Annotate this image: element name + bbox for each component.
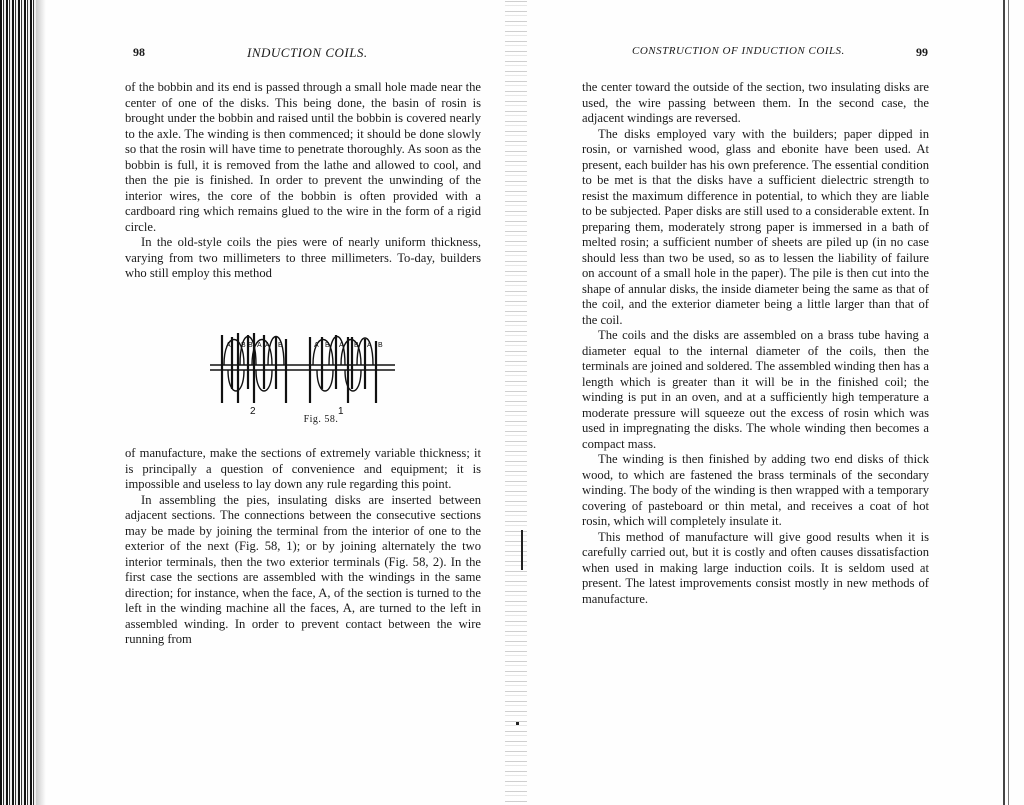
scan-edge-left bbox=[0, 0, 36, 805]
scan-speck bbox=[521, 530, 523, 570]
figure-label: B bbox=[248, 342, 253, 349]
scan-speck bbox=[516, 722, 519, 725]
figure-caption bbox=[125, 414, 481, 425]
figure-label: B bbox=[241, 342, 246, 349]
running-title: INDUCTION COILS. bbox=[247, 45, 368, 60]
paragraph: of the bobbin and its end is passed through a small hole made near the center of one of the disks. This being done, the basin of rosin is brought under the bobbin and raised until the bobbin is covered nearly to the axle. The winding is then commenced; it should be done slowly so that the rosin will have time to penetrate thoroughly. As soon as the bobbin is full, it is removed from the lathe and allowed to cool, and then the pie is finished. In order to prevent the unwinding of the interior wires, the core of the bobbin is often provided with a cardboard ring which remains glued to the wire in the form of a rigid circle. bbox=[125, 80, 481, 234]
figure-label: B bbox=[354, 342, 359, 349]
figure-label: A bbox=[226, 342, 231, 349]
figure-label: A bbox=[339, 342, 344, 349]
figure-label: B bbox=[325, 342, 330, 349]
scan-edge-right-line bbox=[1008, 0, 1009, 805]
paragraph: In the old-style coils the pies were of nearly uniform thickness, varying from two millimeters to three millimeters. To-day, builders who still employ this method bbox=[125, 235, 481, 280]
figure-label: B bbox=[278, 342, 283, 349]
paragraph: The coils and the disks are assembled on a brass tube having a diameter equal to the internal diameter of the coils, then the terminals are joined and soldered. The assembled winding then has a length which is greater than it will be in the finished coil; the winding is put in an oven, and at a sufficiently high temperature a moderate pressure will squeeze out the excess of rosin which was used in impregnating the disks. The whole winding then becomes a compact mass. bbox=[582, 328, 929, 451]
left-text-bottom bbox=[125, 446, 481, 648]
paragraph: This method of manufacture will give good results when it is carefully carried out, but it is costly and often causes dissatisfaction when used in making large induction coils. It is seldom used at present. The latest improvements consist mostly in new methods of manufacture. bbox=[582, 529, 929, 606]
paragraph: the center toward the outside of the section, two insulating disks are used, the wire passing between them. In the second case, the adjacent windings are reversed. bbox=[582, 80, 929, 125]
right-running-head bbox=[582, 45, 929, 65]
figure-caption-text: Fig. 58. bbox=[303, 414, 339, 425]
figure-label: 2 bbox=[250, 406, 256, 417]
paragraph: of manufacture, make the sections of extremely variable thickness; it is principally a question of convenience and equipment; it is impossible and useless to lay down any rule regarding this point. bbox=[125, 446, 481, 491]
paragraph: The disks employed vary with the builders; paper dipped in rosin, or varnished wood, glass and ebonite have been used. At present, each builder has his own preference. The essential condition to be met is that the disks have a sufficient dielectric strength to resist the maximum difference in potential, to which they are liable to be subjected. Paper disks are still used to a considerable extent. In preparing them, moderately strong paper is immersed in a bath of melted rosin; a sufficient number of sheets are piled up (in no case should less than two be used, so as to lessen the liability of failure on account of a small hole in the paper). The pile is then cut into the shape of annular disks, the inside diameter being the same as that of the coil, and the exterior diameter being a little larger than that of the coil. bbox=[582, 126, 929, 327]
scan-edge-shadow bbox=[36, 0, 46, 805]
running-title: CONSTRUCTION OF INDUCTION COILS. bbox=[632, 45, 845, 57]
page-number: 98 bbox=[133, 45, 145, 59]
paragraph: The winding is then finished by adding two end disks of thick wood, to which are fastened the brass terminals of the secondary winding. The body of the winding is then wrapped with a temporary covering of pasteboard or thin metal, and receives a coat of hot rosin, which will completely insulate it. bbox=[582, 452, 929, 528]
book-gutter bbox=[505, 0, 527, 805]
figure-label: A bbox=[314, 342, 319, 349]
figure-label: A bbox=[257, 342, 262, 349]
figure-label: A bbox=[265, 342, 270, 349]
left-running-head bbox=[125, 45, 481, 65]
paragraph: In assembling the pies, insulating disks are inserted between adjacent sections. The connections between the consecutive sections may be made by joining the terminal from the interior of one to the exterior of the next (Fig. 58, 1); or by joining alternately the two interior terminals, then the two exterior terminals (Fig. 58, 2). In the first case the sections are assembled with the windings in the same direction; for instance, when the face, A, of the section is turned to the left in the winding machine all the faces, A, are turned to the left in assembled winding. In order to prevent contact between the wire running from bbox=[125, 492, 481, 646]
right-text bbox=[582, 80, 929, 607]
left-text-top bbox=[125, 80, 481, 282]
figure-label: 1 bbox=[338, 406, 344, 417]
figure-label: B bbox=[378, 342, 383, 349]
scan-edge-right bbox=[1003, 0, 1005, 805]
figure-label: A bbox=[367, 342, 372, 349]
page-number: 99 bbox=[916, 45, 928, 59]
